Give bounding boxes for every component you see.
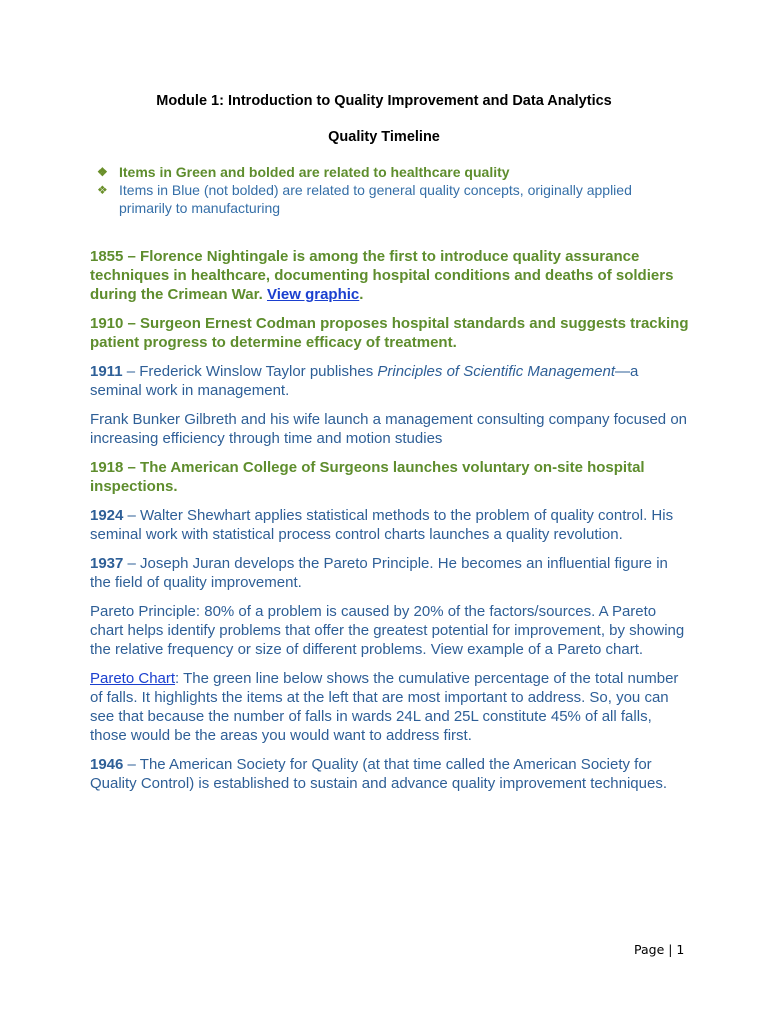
timeline-entry-1946 bbox=[90, 755, 690, 793]
diamond-dots-bullet-icon: ❖ bbox=[97, 165, 108, 179]
page-subtitle: Quality Timeline bbox=[328, 129, 440, 145]
legend-item-healthcare bbox=[97, 163, 677, 181]
pareto-principle-paragraph: Pareto Principle: 80% of a problem is caused by 20% of the factors/sources. A Pareto chart helps identify problems that offer the greatest potential for improvement, by showing the relative frequency or size of different problems. View example of a Pareto chart. bbox=[90, 603, 685, 658]
pareto-chart-paragraph bbox=[90, 669, 690, 745]
pareto-chart-link[interactable]: Pareto Chart bbox=[90, 670, 176, 687]
module-title: Module 1: Introduction to Quality Improvement and Data Analytics bbox=[156, 93, 612, 109]
legend-item-general bbox=[97, 181, 677, 217]
entry-1911-book-title: Principles of Scientific Management bbox=[377, 363, 615, 380]
timeline-entry-gilbreth: Frank Bunker Gilbreth and his wife launch a management consulting company focused on increasing efficiency through time and motion studies bbox=[90, 411, 688, 447]
entry-1855-text: 1855 – Florence Nightingale is among the first to introduce quality assurance techniques in healthcare, documenting hospital conditions and deaths of soldiers during the Crimean War. bbox=[90, 248, 674, 303]
entry-1911-year: 1911 bbox=[90, 363, 123, 380]
legend-general-text: Items in Blue (not bolded) are related to general quality concepts, originally applied primarily to manufacturing bbox=[119, 182, 632, 216]
entry-1937-year: 1937 bbox=[90, 555, 124, 572]
entry-1911-post: —a seminal work in management. bbox=[90, 363, 639, 399]
entry-1924-text: – Walter Shewhart applies statistical methods to the problem of quality control. His seminal work with statistical process control charts launches a quality revolution. bbox=[90, 507, 674, 543]
entry-1924-year: 1924 bbox=[90, 507, 124, 524]
color-legend bbox=[97, 163, 677, 217]
timeline-body bbox=[90, 247, 690, 803]
view-graphic-link[interactable]: View graphic bbox=[266, 286, 360, 303]
timeline-entry-1918: 1918 – The American College of Surgeons launches voluntary on-site hospital inspections. bbox=[90, 459, 645, 495]
legend-healthcare-text: Items in Green and bolded are related to healthcare quality bbox=[119, 164, 510, 180]
timeline-entry-1910: 1910 – Surgeon Ernest Codman proposes hospital standards and suggests tracking patient progress to determine efficacy of treatment. bbox=[90, 315, 689, 351]
timeline-entry-1855 bbox=[90, 247, 690, 304]
entry-1937-text: – Joseph Juran develops the Pareto Principle. He becomes an influential figure in the field of quality improvement. bbox=[90, 555, 668, 591]
pareto-chart-text: : The green line below shows the cumulative percentage of the total number of falls. It highlights the items at the left that are most important to address. So, you can see that because the number of falls in wards 24L and 25L constitute 45% of all falls, those would be the areas you would want to address first. bbox=[90, 670, 679, 744]
entry-1946-text: – The American Society for Quality (at that time called the American Society for Quality Control) is established to sustain and advance quality improvement techniques. bbox=[90, 756, 667, 792]
page-number: Page | 1 bbox=[634, 942, 685, 957]
entry-1911-pre: – Frederick Winslow Taylor publishes bbox=[122, 363, 378, 380]
timeline-entry-1924 bbox=[90, 506, 690, 544]
timeline-entry-1911 bbox=[90, 362, 690, 400]
entry-1855-end: . bbox=[359, 286, 364, 303]
diamond-dots-bullet-icon: ❖ bbox=[97, 183, 108, 197]
entry-1946-year: 1946 bbox=[90, 756, 124, 773]
timeline-entry-1937 bbox=[90, 554, 690, 592]
